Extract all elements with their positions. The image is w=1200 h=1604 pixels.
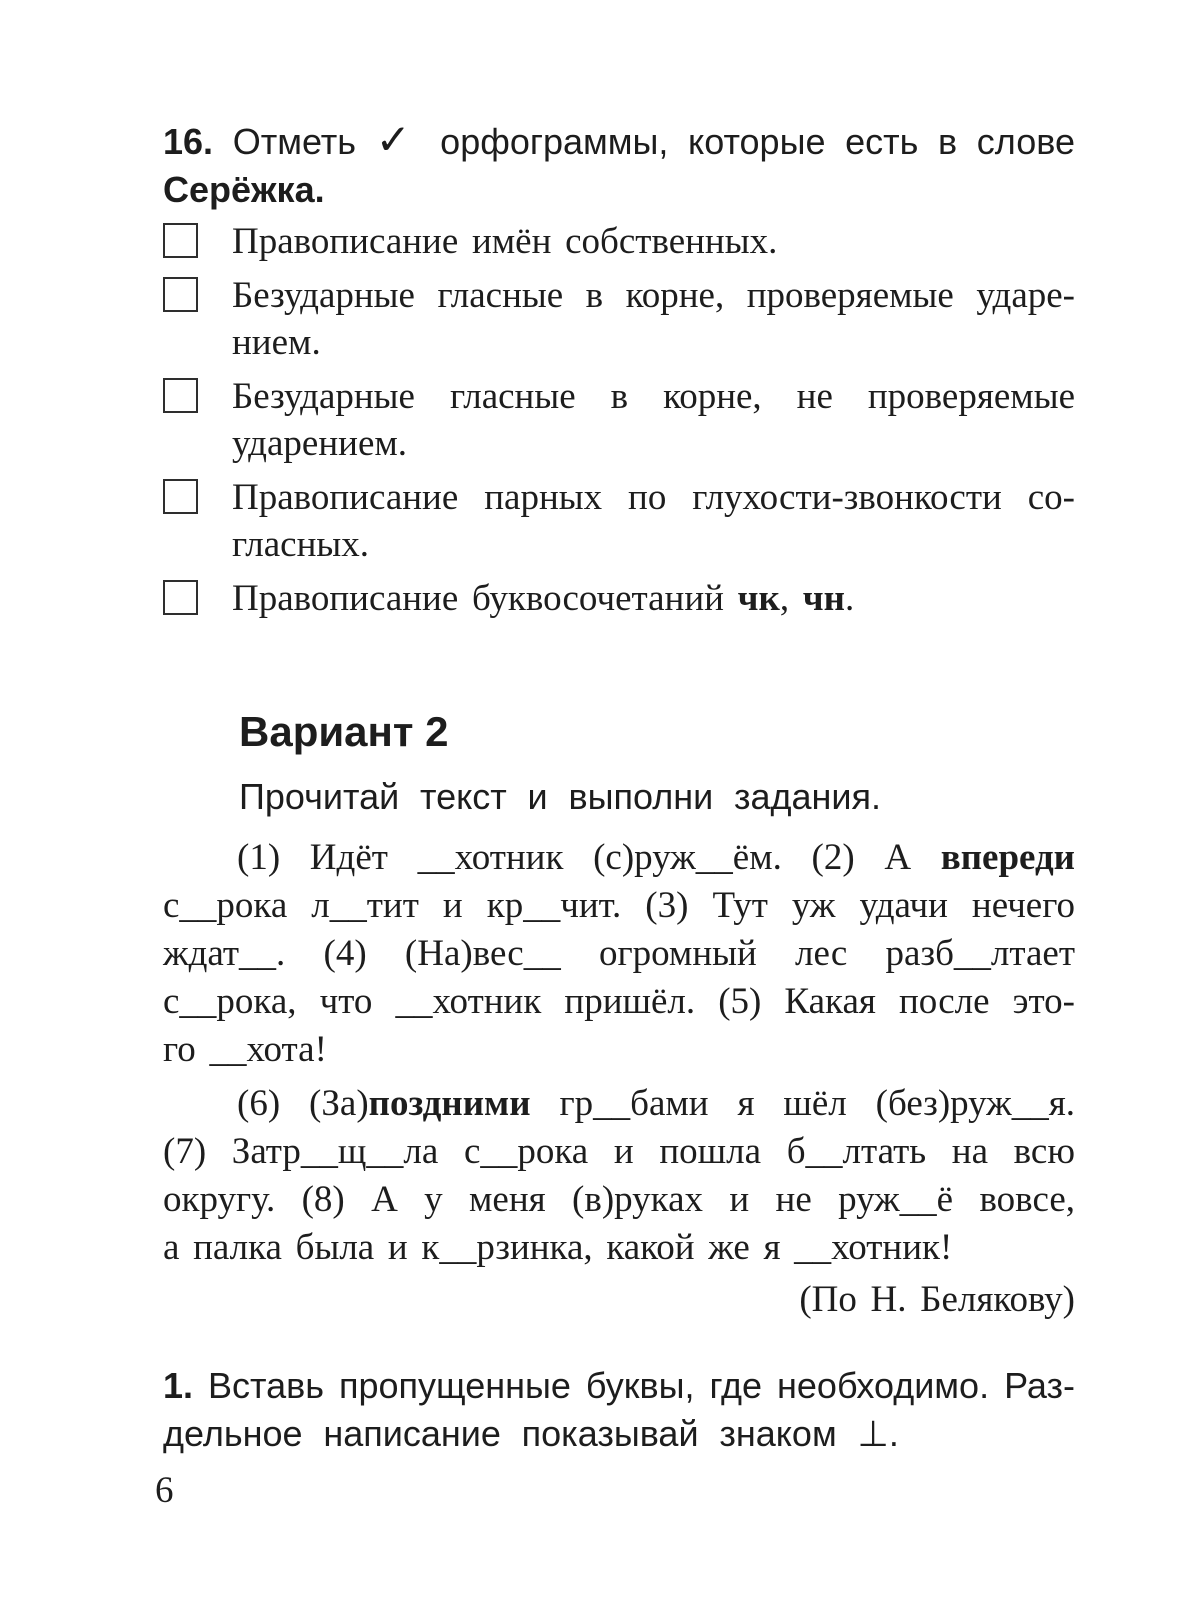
- p1-line-3: ждат__. (4) (На)вес__ огромный лес разб__лтает: [163, 933, 1075, 974]
- option-2-line-2: нием.: [232, 322, 321, 363]
- task16-number: 16.: [163, 121, 214, 162]
- p2-line-2: (7) Затр__щ__ла с__рока и пошла б__лтать на всю: [163, 1131, 1075, 1172]
- p1-line-4: с__рока, что __хотник пришёл. (5) Какая после это-: [163, 981, 1075, 1022]
- variant-2-intro: Прочитай текст и выполни задания.: [239, 776, 882, 817]
- option-5-text: Правописание буквосочетаний: [232, 578, 724, 619]
- task16-instruction-post: орфограммы, которые есть в слове: [440, 121, 1075, 162]
- option-1-line-1: Правописание имён собственных.: [232, 221, 778, 262]
- option-row-4: [163, 474, 1075, 568]
- task16-instruction-pre: Отметь: [232, 121, 357, 162]
- task16-target-word: Серёжка.: [163, 169, 325, 210]
- option-row-3: [163, 373, 1075, 467]
- p1-line-1-bold: впереди: [940, 837, 1075, 878]
- task1-number: 1.: [163, 1365, 194, 1406]
- task1-line-1: [163, 1362, 1075, 1410]
- option-text-4: [232, 474, 1075, 568]
- reading-text-paragraph-1: [163, 834, 1075, 1074]
- option-2-line-1: Безударные гласные в корне, проверяемые ударе-: [232, 275, 1075, 316]
- p2-line-1: [163, 1080, 1075, 1128]
- task16-instruction-line1: [163, 116, 1075, 166]
- option-row-2: [163, 272, 1075, 366]
- option-4-line-1: Правописание парных по глухости-звонкости со-: [232, 477, 1075, 518]
- p1-line-1: [163, 834, 1075, 882]
- page-content: [155, 0, 1075, 1515]
- option-3-line-1: Безударные гласные в корне, не проверяемые: [232, 376, 1075, 417]
- task1-instruction-pre: Вставь пропущенные буквы, где необходимо. Раз-: [208, 1365, 1075, 1406]
- option-text-1: [232, 218, 1075, 265]
- checkbox-option-1[interactable]: [163, 223, 198, 258]
- variant-2-heading: Вариант 2: [239, 708, 449, 755]
- option-row-5: [163, 575, 1075, 622]
- task1-block: [163, 1362, 1075, 1459]
- task1-line-2: [163, 1410, 1075, 1459]
- task16-options: [163, 218, 1075, 622]
- checkbox-option-3[interactable]: [163, 378, 198, 413]
- option-text-5: [232, 575, 1075, 622]
- p1-line-1-text: (1) Идёт __хотник (с)руж__ём. (2) А: [237, 837, 912, 878]
- option-5-bold-chn: чн: [802, 578, 845, 619]
- checkbox-option-2[interactable]: [163, 277, 198, 312]
- option-5-line-1: [232, 575, 1075, 622]
- p2-line-3: округу. (8) А у меня (в)руках и не руж__ё вовсе,: [163, 1179, 1075, 1220]
- option-5-comma: ,: [779, 578, 790, 619]
- p2-line-4: а палка была и к__рзинка, какой же я __хотник!: [163, 1227, 953, 1268]
- p2-line-1-pre: (6) (За): [237, 1083, 369, 1124]
- separate-writing-symbol: ⊥: [857, 1414, 889, 1455]
- page-number: 6: [155, 1470, 174, 1511]
- p2-line-1-bold: поздними: [368, 1083, 531, 1124]
- task1-instruction-post: дельное написание показывай знаком: [163, 1413, 837, 1454]
- option-5-bold-chk: чк: [737, 578, 780, 619]
- p2-line-1-post: гр__бами я шёл (без)руж__я.: [559, 1083, 1075, 1124]
- option-text-2: [232, 272, 1075, 366]
- task1-period: .: [888, 1413, 899, 1454]
- checkbox-option-4[interactable]: [163, 479, 198, 514]
- reading-text-paragraph-2: [163, 1080, 1075, 1272]
- option-text-3: [232, 373, 1075, 467]
- option-4-line-2: гласных.: [232, 524, 370, 565]
- checkmark-icon: ✓: [375, 115, 421, 164]
- p1-line-5: го __хота!: [163, 1029, 327, 1070]
- checkbox-option-5[interactable]: [163, 580, 198, 615]
- p1-line-2: с__рока л__тит и кр__чит. (3) Тут уж удачи нечего: [163, 885, 1075, 926]
- option-row-1: [163, 218, 1075, 265]
- text-attribution: (По Н. Белякову): [799, 1279, 1075, 1320]
- option-5-period: .: [844, 578, 855, 619]
- option-3-line-2: ударением.: [232, 423, 408, 464]
